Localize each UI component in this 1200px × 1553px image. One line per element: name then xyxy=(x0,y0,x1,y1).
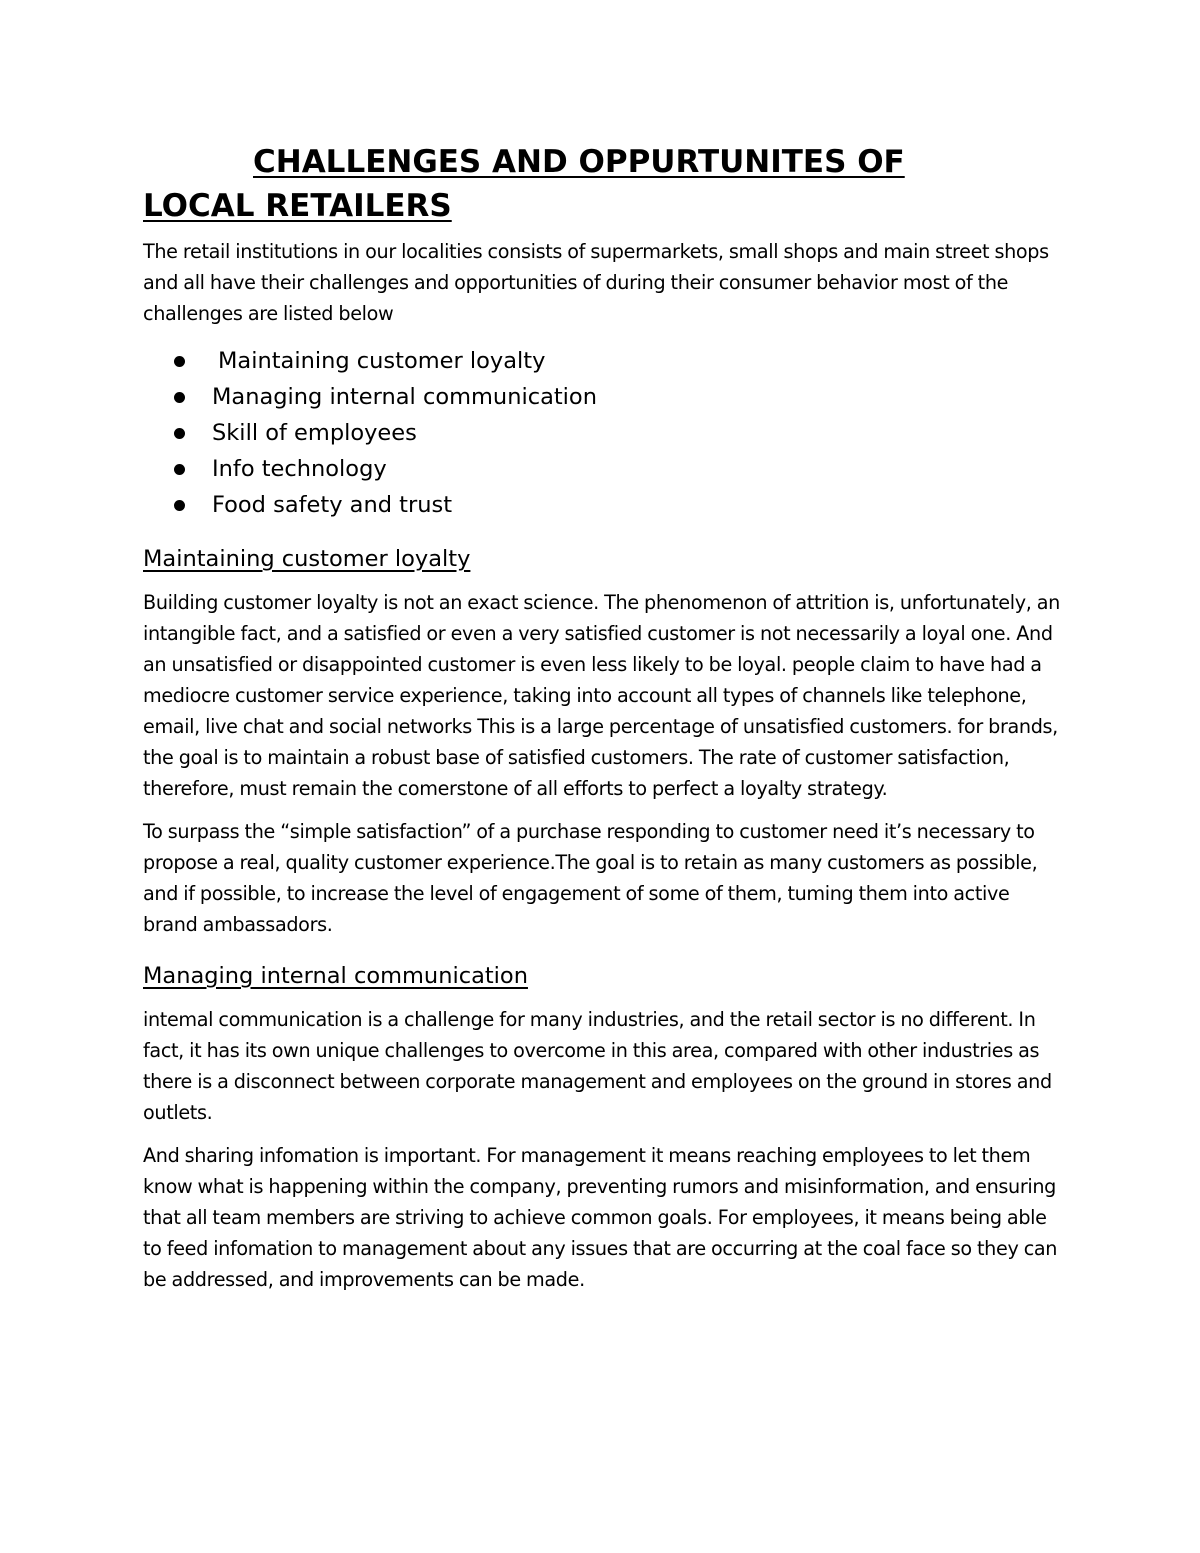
document-title xyxy=(143,140,1063,228)
intro-paragraph: The retail institutions in our localities consists of supermarkets, small shops and main street shops and all have their challenges and opportunities of during their consumer behavior most of the challenges are listed below xyxy=(143,240,1049,325)
document-page xyxy=(143,140,1063,1307)
list-item xyxy=(143,379,1063,415)
bullet-icon xyxy=(174,356,185,367)
bullet-icon xyxy=(174,464,185,475)
section-heading-internal-communication: Managing internal communication xyxy=(143,963,528,989)
list-item-text: Maintaining customer loyalty xyxy=(218,348,546,374)
bullet-icon xyxy=(174,428,185,439)
section-heading-customer-loyalty: Maintaining customer loyalty xyxy=(143,546,471,572)
bullet-icon xyxy=(174,500,185,511)
internal-communication-paragraph-2: And sharing infomation is important. For management it means reaching employees to let them know what is happening within the company, preventing rumors and misinformation, and ensuring that all team members are striving to achieve common goals. For employees, it means being able to feed infomation to management about any issues that are occurring at the coal face so they can be addressed, and improvements can be made. xyxy=(143,1144,1058,1291)
list-item xyxy=(143,487,1063,523)
list-item xyxy=(143,343,1063,379)
list-item xyxy=(143,451,1063,487)
customer-loyalty-paragraph-2: To surpass the “simple satisfaction” of a purchase responding to customer need it’s necessary to propose a real, quality customer experience.The goal is to retain as many customers as possible, and if possible, to increase the level of engagement of some of them, tuming them into active brand ambassadors. xyxy=(143,820,1038,936)
title-line-1: CHALLENGES AND OPPURTUNITES OF xyxy=(253,144,905,180)
customer-loyalty-paragraph-1: Building customer loyalty is not an exact science. The phenomenon of attrition is, unfortunately, an intangible fact, and a satisfied or even a very satisfied customer is not necessarily a loyal one. And an unsatisfied or disappointed customer is even less likely to be loyal. people claim to have had a mediocre customer service experience, taking into account all types of channels like telephone, email, live chat and social networks This is a large percentage of unsatisfied customers. for brands, the goal is to maintain a robust base of satisfied customers. The rate of customer satisfaction, therefore, must remain the comerstone of all efforts to perfect a loyalty strategy. xyxy=(143,591,1060,800)
list-item-text: Skill of employees xyxy=(212,420,417,446)
title-line-2: LOCAL RETAILERS xyxy=(143,188,452,224)
list-item-text: Food safety and trust xyxy=(212,492,453,518)
bullet-icon xyxy=(174,392,185,403)
list-item-text: Managing internal communication xyxy=(212,384,597,410)
list-item-text: Info technology xyxy=(212,456,387,482)
challenges-list xyxy=(143,343,1063,523)
list-item xyxy=(143,415,1063,451)
internal-communication-paragraph-1: intemal communication is a challenge for many industries, and the retail sector is no different. In fact, it has its own unique challenges to overcome in this area, compared with other industries as there is a disconnect between corporate management and employees on the ground in stores and outlets. xyxy=(143,1008,1052,1124)
